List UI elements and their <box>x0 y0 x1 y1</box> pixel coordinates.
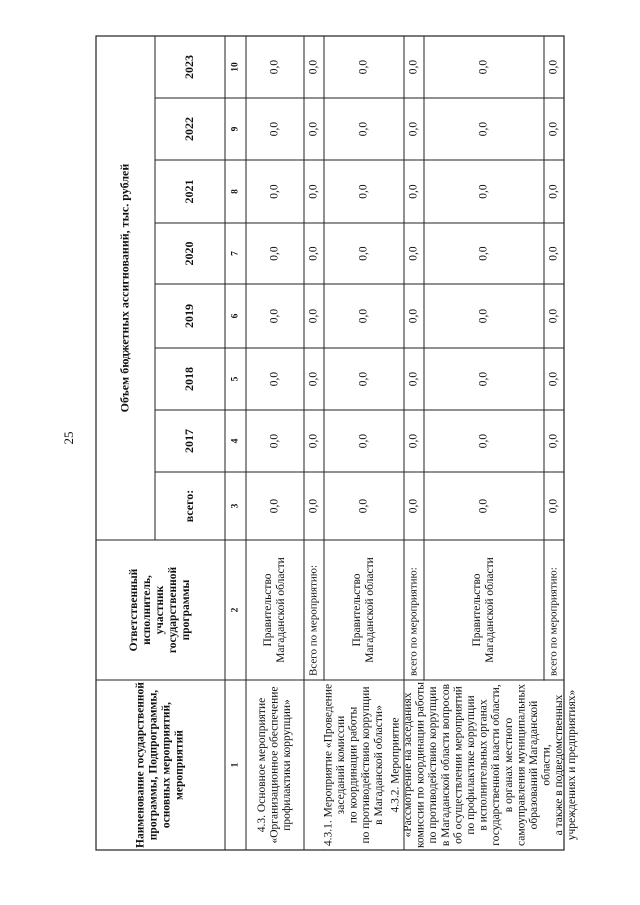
header-year: 2017 <box>181 429 196 453</box>
row-value: 0,0 <box>407 498 420 514</box>
header-year: 2019 <box>181 304 196 328</box>
row-value: 0,0 <box>357 308 370 324</box>
row-value: 0,0 <box>268 371 281 387</box>
column-number: 7 <box>230 251 241 256</box>
row-executor-line: Правительство <box>351 573 364 647</box>
row-value: 0,0 <box>307 121 320 137</box>
header-name-line: основных мероприятий, <box>160 701 173 829</box>
row-executor-line: Правительство <box>471 573 484 647</box>
row-name-line: «Организационное обеспечение <box>268 686 281 844</box>
row-name-line: по координации работы <box>347 706 360 824</box>
row-value: 0,0 <box>307 433 320 449</box>
row-name-line: в органах местного <box>502 717 515 813</box>
row-executor: всего по мероприятию: <box>407 567 420 676</box>
column-number: 1 <box>230 762 241 768</box>
header-executor-line: участник <box>154 585 167 635</box>
row-value: 0,0 <box>547 308 560 324</box>
row-value: 0,0 <box>407 308 420 324</box>
row-name-line: об осуществлении мероприятий <box>452 686 465 844</box>
row-value: 0,0 <box>268 59 281 75</box>
row-value: 0,0 <box>307 308 320 324</box>
row-name-line: заседаний комиссии <box>335 715 348 815</box>
budget-table <box>60 26 578 850</box>
row-value: 0,0 <box>357 433 370 449</box>
column-number: 9 <box>230 126 241 132</box>
row-value: 0,0 <box>547 371 560 387</box>
header-year: 2023 <box>181 55 196 79</box>
row-value: 0,0 <box>547 59 560 75</box>
row-name-line: в Магаданской области вопросов <box>439 683 452 847</box>
row-name-line: в Магаданской области» <box>372 705 385 825</box>
rotated-page <box>60 26 578 850</box>
row-value: 0,0 <box>407 246 420 261</box>
row-value: 0,0 <box>477 246 490 261</box>
row-name-line: «Рассмотрение на заседаниях <box>402 692 415 838</box>
row-value: 0,0 <box>407 184 420 199</box>
header-budget-group: Объем бюджетных ассигнований, тыс. рублей <box>117 163 132 413</box>
row-executor-line: Магаданской области <box>275 557 288 663</box>
column-number: 4 <box>230 438 241 444</box>
row-value: 0,0 <box>477 308 490 324</box>
row-value: 0,0 <box>268 121 281 137</box>
row-value: 0,0 <box>307 184 320 199</box>
row-value: 0,0 <box>307 246 320 261</box>
row-value: 0,0 <box>268 433 281 449</box>
header-total: всего: <box>181 489 196 523</box>
row-value: 0,0 <box>477 59 490 75</box>
header-name-line: программы, Подпрограммы, <box>147 689 160 841</box>
row-name <box>256 686 293 843</box>
row-name-line: области, <box>540 744 553 786</box>
header-year: 2020 <box>181 241 196 266</box>
row-value: 0,0 <box>547 433 560 449</box>
header-name <box>135 682 186 848</box>
column-number: 8 <box>230 189 241 194</box>
row-executor-line: Правительство <box>262 573 275 647</box>
header-name-line: мероприятий <box>173 730 186 800</box>
row-name-line: образований Магаданской <box>528 700 541 830</box>
row-name-line: по противодействию коррупции <box>360 686 373 844</box>
row-name <box>389 682 577 848</box>
row-name-line: государственной власти области, <box>490 684 503 846</box>
row-value: 0,0 <box>407 433 420 449</box>
row-executor-line: Магаданской области <box>364 557 377 663</box>
row-value: 0,0 <box>407 59 420 75</box>
page-number: 25 <box>60 431 76 445</box>
row-value: 0,0 <box>357 184 370 199</box>
row-name-line: в исполнительных органах <box>477 699 490 831</box>
row-name-line: а также в подведомственных <box>553 694 566 836</box>
row-value: 0,0 <box>268 308 281 324</box>
column-number: 5 <box>230 376 241 382</box>
row-value: 0,0 <box>547 246 560 261</box>
row-value: 0,0 <box>357 371 370 387</box>
header-executor-line: государственной <box>167 566 180 654</box>
row-name-line: комиссии по координации работы <box>414 682 427 848</box>
row-value: 0,0 <box>547 498 560 514</box>
header-executor-line: Ответственный <box>128 568 141 652</box>
header-year: 2018 <box>181 367 196 391</box>
header-year: 2022 <box>181 117 196 141</box>
header-executor <box>128 566 192 653</box>
row-value: 0,0 <box>477 371 490 387</box>
header-name-line: Наименование государственной <box>134 682 147 848</box>
row-executor <box>262 557 287 663</box>
row-executor <box>471 557 496 663</box>
column-number: 3 <box>230 503 241 509</box>
header-executor-line: программы <box>180 579 193 641</box>
row-value: 0,0 <box>268 184 281 199</box>
row-name-line: самоуправления муниципальных <box>515 684 528 846</box>
row-value: 0,0 <box>547 184 560 199</box>
row-value: 0,0 <box>477 121 490 137</box>
row-executor: всего по мероприятию: <box>547 567 560 676</box>
row-value: 0,0 <box>268 498 281 514</box>
row-value: 0,0 <box>357 59 370 75</box>
row-value: 0,0 <box>407 121 420 137</box>
row-value: 0,0 <box>357 246 370 261</box>
row-executor: Всего по мероприятию: <box>307 564 320 676</box>
row-name-line: учреждениях и предприятиях» <box>565 689 578 841</box>
row-value: 0,0 <box>547 121 560 137</box>
row-name-line: 4.3.2. Мероприятие <box>389 717 402 813</box>
row-name-line: по профилактике коррупции <box>465 695 478 835</box>
row-name-line: 4.3.1. Мероприятие «Проведение <box>322 683 335 847</box>
row-value: 0,0 <box>407 371 420 387</box>
row-value: 0,0 <box>477 433 490 449</box>
row-value: 0,0 <box>357 498 370 514</box>
row-value: 0,0 <box>307 59 320 75</box>
column-number: 2 <box>230 607 241 613</box>
column-number: 6 <box>230 313 241 319</box>
row-name <box>322 684 384 846</box>
row-executor <box>351 557 376 663</box>
column-number: 10 <box>230 62 241 72</box>
header-executor-line: исполнитель, <box>141 575 154 645</box>
row-value: 0,0 <box>307 498 320 514</box>
row-name-line: профилактики коррупции» <box>281 699 294 831</box>
row-executor-line: Магаданской области <box>484 557 497 663</box>
row-name-line: по противодействию коррупции <box>427 686 440 844</box>
row-value: 0,0 <box>357 121 370 137</box>
row-value: 0,0 <box>477 498 490 514</box>
row-value: 0,0 <box>268 246 281 261</box>
row-name-line: 4.3. Основное мероприятие <box>256 697 269 833</box>
row-value: 0,0 <box>307 371 320 387</box>
row-value: 0,0 <box>477 184 490 199</box>
header-year: 2021 <box>181 179 196 204</box>
